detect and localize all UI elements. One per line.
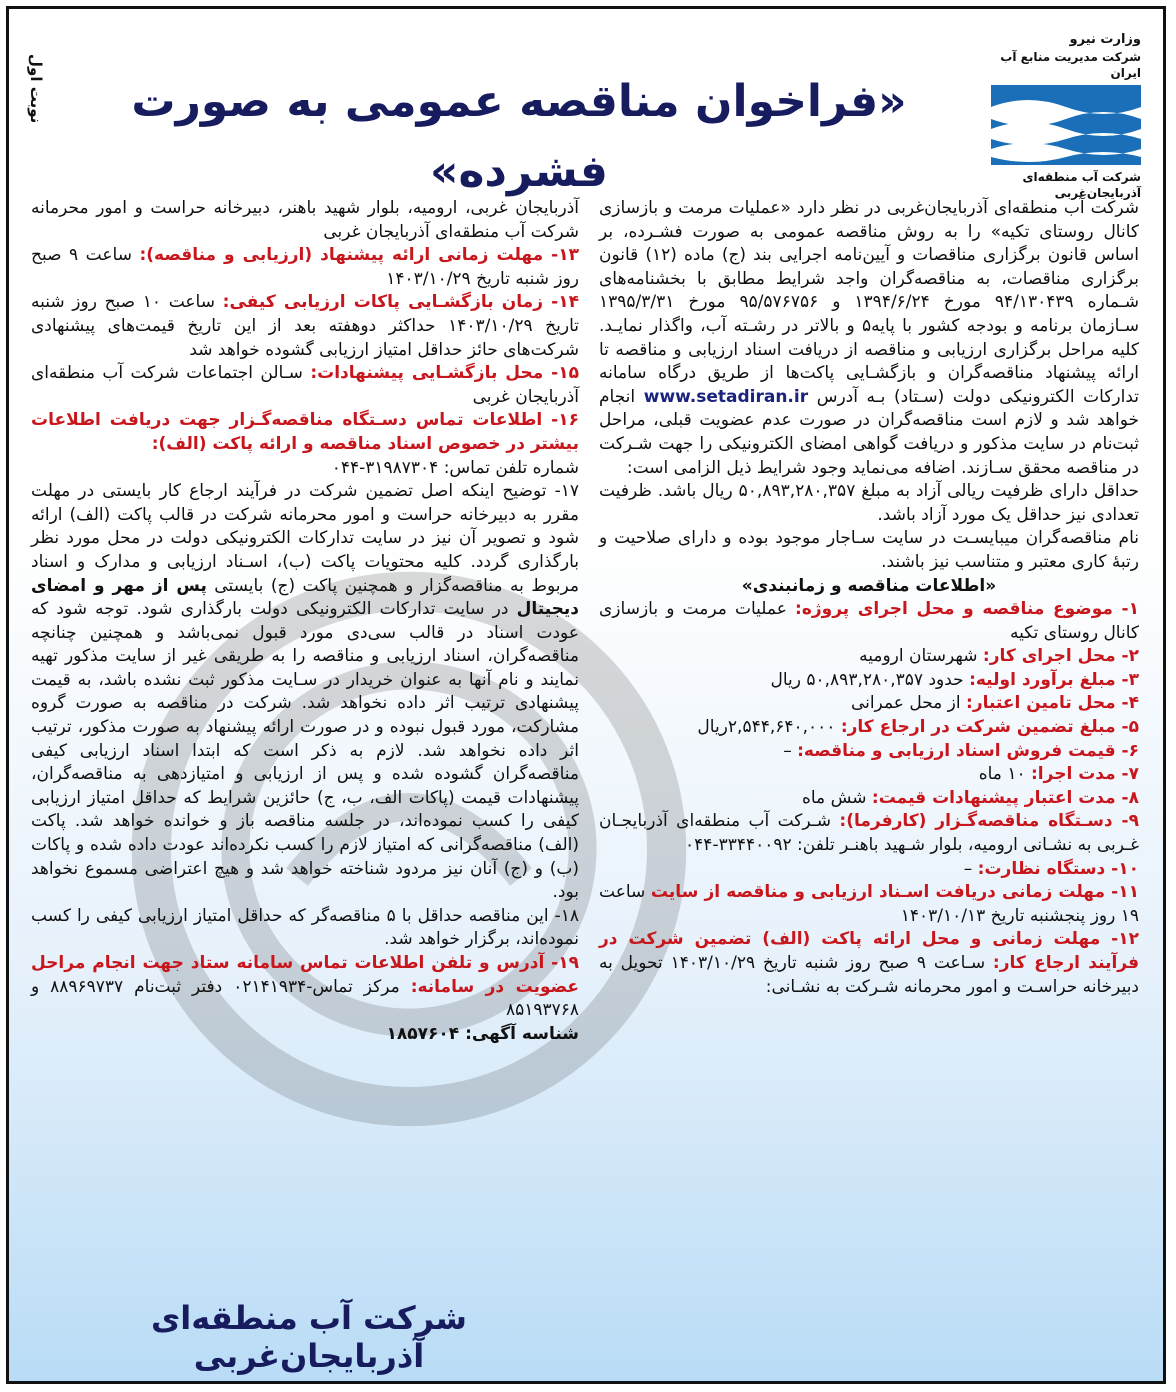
notice-frame <box>6 6 1166 1384</box>
schedule-item-label: ۱۶- اطلاعات تماس دسـتگاه مناقصه‌گـزار جهت دریافت اطلاعات بیشتر در خصوص اسناد مناقصه و ارائه پاکت (الف): <box>31 410 579 454</box>
tender-item-value: شهرستان ارومیه <box>859 646 983 667</box>
item-19-label: ۱۹- آدرس و تلفن اطلاعات تماس سامانه ستاد جهت انجام مراحل عضویت در سامانه: <box>31 953 579 997</box>
tender-item-label: ۱۲- مهلت زمانی و محل ارائه پاکت (الف) تضمین شرکت در فرآیند ارجاع کار: <box>599 929 1139 973</box>
tender-item-value: – <box>783 740 798 761</box>
tender-item-value: سـاعت ۹ صبح روز شنبه تاریخ ۱۴۰۳/۱۰/۲۹ تحویل به دبیرخانه حراسـت و امور محرمانه شـرکت به نشـانی: <box>599 953 1139 997</box>
tender-item <box>599 858 1139 882</box>
item-17-emphasis: پس از مهر و امضای دیجیتال <box>31 575 580 620</box>
schedule-item-value: سـالن اجتماعات شرکت آب منطقه‌ای آذربایجان غربی <box>31 363 579 407</box>
phone-line: شماره تلفن تماس: ۳۱۹۸۷۳۰۴-۰۴۴ <box>331 457 579 478</box>
requirement-2: نام مناقصه‌گران میبایسـت در سایت سـاجار موجود بوده و دارای صلاحیت و رتبهٔ کاری معتبر و متناسب نیز باشند. <box>599 528 1139 572</box>
schedule-item <box>31 409 579 456</box>
intro-text: شرکت آب منطقه‌ای آذربایجان‌غربی در نظر دارد «عملیات مرمت و بازسازی کانال روستای تکیه» را به روش مناقصه عمومی به صورت فشـرده، بر اساس قانون برگزاری مناقصات و آیین‌نامه اجرایی بند (ج) ماده (۱۲) قانون برگزاری مناقصات، به مناقصه‌گران واجد شرایط مطابق با بخشنامه‌های شـماره ۹۴/۱۳۰۴۳۹ مورخ ۱۳۹۴/۶/۲۴ و ۹۵/۵۷۶۷۵۶ مورخ ۱۳۹۵/۳/۳۱ سـازمان برنامه و بودجه کشور با پایه۵ و بالاتر در رشـته آب، واگذار نمایـد. کلیه مراحل برگزاری ارزیابی و مناقصه از دریافت اسناد ارزیابی و مناقصه تا ارائه پیشنهاد مناقصه‌گران و بازگشـایی پاکت‌ها از طریق درگاه سامانه تدارکات الکترونیکی دولت (سـتاد) بـه آدرس <box>599 198 1140 407</box>
footer-company-name: شرکت آب منطقه‌ای آذربایجان‌غربی <box>150 1299 468 1375</box>
left-items-list <box>31 244 579 456</box>
tender-item-value: شـرکت آب منطقه‌ای آذربایجـان غـربی به نشـانی ارومیه، بلوار شـهید باهنـر تلفن: ۳۳۴۴۰۰۹۲-۰۴۴ <box>599 811 1139 856</box>
tender-item-label: ۵- مبلغ تضمین شرکت در ارجاع کار: <box>840 717 1139 738</box>
ad-id-label: شناسه آگهی: <box>465 1023 579 1044</box>
tender-item <box>599 810 1139 857</box>
item-17-text-a: ۱۷- توضیح اینکه اصل تضمین شرکت در فرآیند ارجاع کار بایستی در مهلت مقرر به دبیرخانه حراست و امور محرمانه شرکت در قالب پاکت (الف) ارائه شود و تصویر آن نیز در سایت تدارکات الکترونیکی دولت در محل مورد نظر بارگذاری گردد. کلیه محتویات پاکت (ب)، اسـناد ارزیابی و مدارک و اسناد مربوط به مناقصه‌گزار و همچنین پاکت (ج) بایستی <box>31 481 579 596</box>
tender-item <box>599 716 1139 740</box>
tender-item <box>599 598 1139 645</box>
tender-item-value: از محل عمرانی <box>850 693 967 714</box>
tender-item <box>599 787 1139 811</box>
tender-item <box>599 740 1139 764</box>
tender-item-value: شش ماه <box>801 787 872 808</box>
tender-item-label: ۱۱- مهلت زمانی دریافت اسـناد ارزیابی و مناقصه از سایت <box>650 882 1139 903</box>
schedule-item-label: ۱۴- زمان بازگشـایی پاکات ارزیابی کیفی: <box>222 292 579 313</box>
address-continuation: آذربایجان غربی، ارومیه، بلوار شهید باهنر، دبیرخانه حراست و امور محرمانه شرکت آب منطقه‌ای آذربایجان غربی <box>31 198 579 242</box>
tender-item-label: ۷- مدت اجرا: <box>1031 764 1139 785</box>
tender-item-value: ۱۰ ماه <box>978 764 1031 785</box>
right-items-list <box>599 598 1139 999</box>
tender-item-label: ۱- موضوع مناقصه و محل اجرای پروژه: <box>795 599 1139 620</box>
left-column <box>31 197 579 1046</box>
tender-item <box>599 881 1139 928</box>
tender-item-value: – <box>963 858 978 879</box>
turn-label: نوبت اول <box>27 54 45 124</box>
tender-item-value: ۲,۵۴۴,۶۴۰,۰۰۰ریال <box>697 717 841 738</box>
schedule-item <box>31 291 579 362</box>
right-column <box>599 197 1139 999</box>
schedule-item-value: ساعت ۹ صبح روز شنبه تاریخ ۱۴۰۳/۱۰/۲۹ <box>31 245 579 289</box>
ministry-name: وزارت نیرو <box>1069 32 1141 47</box>
schedule-item-value: ساعت ۱۰ صبح روز شنبه تاریخ ۱۴۰۳/۱۰/۲۹ حداکثر دوهفته بعد از این تاریخ قیمت‌های پیشنهادی شرکت‌های حائز حداقل امتیاز ارزیابی گشوده خواهد شد <box>31 292 579 360</box>
tender-item-label: ۶- قیمت فروش اسناد ارزیابی و مناقصه: <box>797 740 1139 761</box>
tender-item-label: ۲- محل اجرای کار: <box>982 646 1139 667</box>
tender-item-label: ۹- دسـتگاه مناقصه‌گـزار (کارفرما): <box>839 811 1139 832</box>
item-18: ۱۸- این مناقصه حداقل با ۵ مناقصه‌گر که حداقل امتیاز ارزیابی کیفی را کسب نموده‌اند، برگزار خواهد شد. <box>31 905 579 950</box>
tender-item <box>599 645 1139 669</box>
tender-item <box>599 928 1139 999</box>
page-title: «فراخوان مناقصه عمومی به صورت فشرده» <box>131 76 907 197</box>
item-19 <box>31 952 579 1023</box>
regional-company-name: شرکت آب منطقه‌ای آذربایجان‌غربی <box>1022 170 1141 200</box>
schedule-item-label: ۱۵- محل بازگشـایی پیشنهادات: <box>310 363 579 384</box>
item-19-value: مرکز تماس-۰۲۱۴۱۹۳۴ دفتر ثبت‌نام ۸۸۹۶۹۷۳۷ و ۸۵۱۹۳۷۶۸ <box>31 976 579 1021</box>
schedule-item <box>31 244 579 291</box>
item-17-text-b: در سایت تدارکات الکترونیکی دولت بارگذاری شود. توجه شود که عودت اسناد در قالب سی‌دی مورد قبول نمی‌باشد و همچنین چنانچه مناقصه‌گران، اسناد ارزیابی و مناقصه را به طریقی غیر از سایت مذکور تهیه نمایند و نام آنها به عنوان خریدار در سـایت مذکور ثبت نشده باشد، به قیمت پیشنهادی ترتیب اثر داده نخواهد شد. شرکت در مناقصه به صورت گروه مشارکت، مورد قبول نبوده و در صورت ارائه پیشنهاد به صورت مذکور، ترتیب اثر داده نخواهد شد. لازم به ذکر است که ابتدا اسناد ارزیابی کیفی مناقصه‌گران گشوده شده و پس از ارزیابی و امتیازدهی به مناقصه‌گران، پیشنهادات قیمت (پاکات الف، ب، ج) حائزین شرایط که حداقل امتیاز ارزیابی کیفی را کسب نموده‌اند، در جلسه مناقصه باز و خوانده خواهد شد. پاکت (الف) مناقصه‌گرانی که امتیاز لازم را کسب نکرده‌اند عودت داده شده و پاکات (ب) و (ج) آنان نیز مردود شناخته خواهد شد و هیچ اعتراضی مسموع نخواهد بود. <box>31 599 579 903</box>
tender-item-label: ۳- مبلغ برآورد اولیه: <box>969 669 1139 690</box>
section-title: «اطلاعات مناقصه و زمانبندی» <box>741 575 997 596</box>
intro-paragraph <box>599 197 1139 480</box>
tender-item <box>599 763 1139 787</box>
item-17 <box>31 480 579 905</box>
logo-block <box>971 31 1141 201</box>
water-logo-icon <box>991 85 1141 165</box>
ad-id <box>31 1023 579 1047</box>
schedule-item-label: ۱۳- مهلت زمانی ارائه پیشنهاد (ارزیابی و مناقصه): <box>139 245 579 266</box>
tender-item-value: ساعت ۱۹ روز پنجشنبه تاریخ ۱۴۰۳/۱۰/۱۳ <box>599 882 1139 926</box>
company-name: شرکت مدیریت منابع آب ایران <box>1000 50 1141 80</box>
ad-id-value: ۱۸۵۷۶۰۴ <box>386 1023 466 1044</box>
tender-item-value: حدود ۵۰,۸۹۳,۲۸۰,۳۵۷ ریال <box>770 669 970 690</box>
tender-item <box>599 669 1139 693</box>
tender-item-label: ۸- مدت اعتبار پیشنهادات قیمت: <box>871 787 1139 808</box>
intro-tail-text: انجام خواهد شد و لازم است مناقصه‌گران در صورت عدم عضویت قبلی، مراحل ثبت‌نام در سایت مذکور و دریافت گواهی امضای الکترونیکی را جهت شـرکت در مناقصه محقق سـازند. اضافه می‌نماید وجود شرایط ذیل الزامی است: <box>599 386 1139 478</box>
setad-url-link[interactable]: www.setadiran.ir <box>643 386 809 407</box>
tender-item-label: ۱۰- دستگاه نظارت: <box>977 858 1139 879</box>
tender-item <box>599 692 1139 716</box>
requirement-1: حداقل دارای ظرفیت ریالی آزاد به مبلغ ۵۰,۸۹۳,۲۸۰,۳۵۷ ریال باشد. ظرفیت تعدادی نیز حداقل یک مورد آزاد باشد. <box>599 481 1139 525</box>
tender-item-label: ۴- محل تامین اعتبار: <box>966 693 1139 714</box>
tender-item-value: عملیات مرمت و بازسازی کانال روستای تکیه <box>599 599 1139 643</box>
schedule-item <box>31 362 579 409</box>
